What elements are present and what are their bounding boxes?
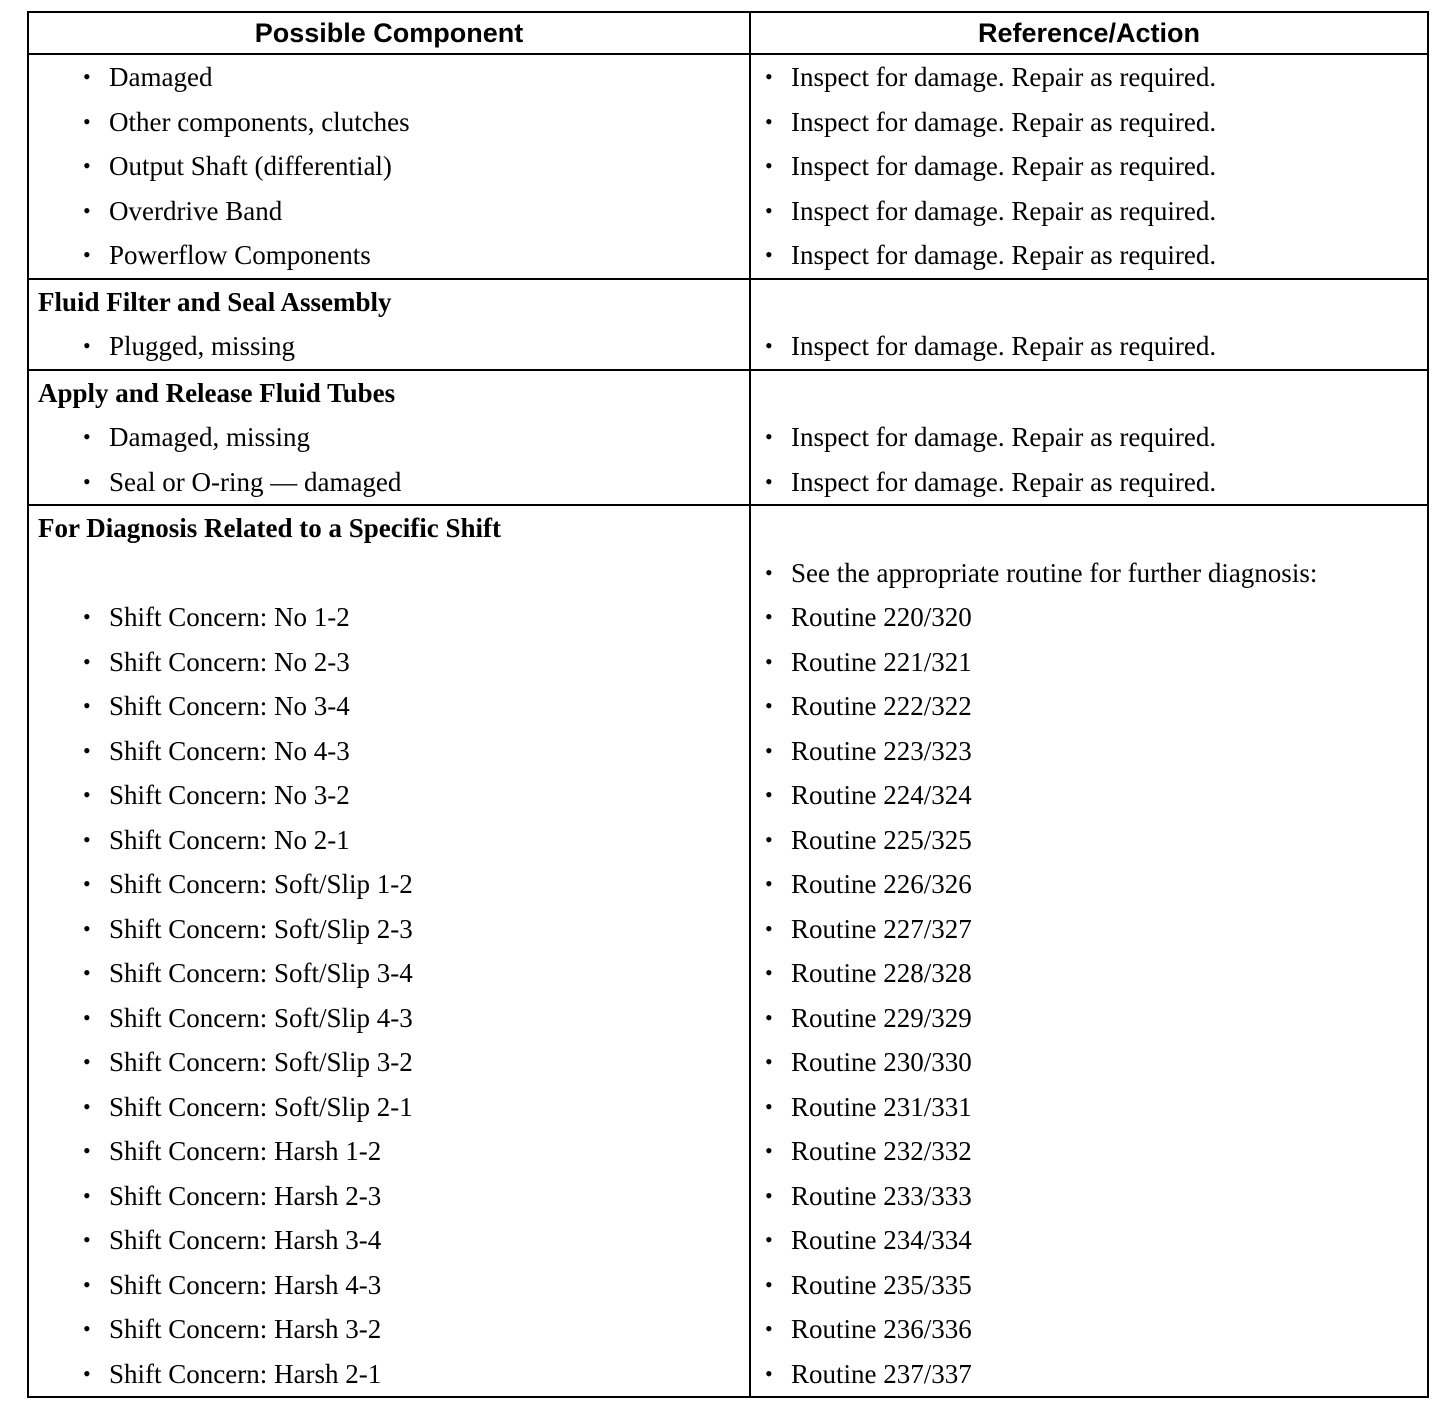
possible-component-cell [28, 729, 750, 774]
bullet-icon: • [765, 1138, 773, 1163]
action-item [751, 729, 1427, 774]
component-text: Shift Concern: No 1-2 [109, 602, 350, 632]
action-text: Routine 227/327 [791, 913, 972, 944]
action-text: Routine 229/329 [791, 1002, 972, 1033]
component-item [29, 1263, 749, 1308]
component-text: Shift Concern: Harsh 2-1 [109, 1358, 382, 1389]
possible-component-cell [28, 370, 750, 416]
bullet-icon: • [83, 1138, 91, 1163]
bullet-icon: • [83, 1093, 91, 1119]
action-text: Inspect for damage. Repair as required. [791, 151, 1217, 181]
table-row [28, 729, 1428, 774]
component-item [29, 1352, 749, 1397]
bullet-icon: • [83, 1271, 91, 1297]
section-heading: Fluid Filter and Seal Assembly [38, 286, 392, 317]
component-text: Shift Concern: Soft/Slip 3-2 [109, 1047, 413, 1077]
action-text: Routine 222/322 [791, 691, 972, 721]
action-text: Routine 225/325 [791, 824, 972, 855]
action-item [751, 100, 1427, 145]
table-row [28, 1352, 1428, 1398]
action-item [751, 773, 1427, 818]
action-text: Routine 224/324 [791, 780, 972, 810]
bullet-icon: • [765, 1316, 773, 1341]
action-item [751, 460, 1427, 505]
action-item [751, 415, 1427, 460]
component-text: Shift Concern: Harsh 2-3 [109, 1180, 382, 1211]
component-text: Shift Concern: Harsh 4-3 [109, 1269, 382, 1300]
table-row [28, 595, 1428, 640]
possible-component-cell [28, 773, 750, 818]
reference-action-cell [750, 189, 1428, 234]
possible-component-cell [28, 144, 750, 189]
reference-action-cell [750, 551, 1428, 596]
component-item [29, 144, 749, 189]
action-text: Routine 232/332 [791, 1136, 972, 1166]
reference-action-cell [750, 1307, 1428, 1352]
component-text: Powerflow Components [109, 240, 371, 270]
component-text: Shift Concern: No 2-1 [109, 824, 350, 855]
component-text: Shift Concern: No 2-3 [109, 646, 350, 677]
table-row [28, 996, 1428, 1041]
table-row [28, 1129, 1428, 1174]
bullet-icon: • [765, 424, 773, 449]
component-text: Damaged [109, 62, 213, 92]
reference-action-cell [750, 233, 1428, 279]
reference-action-cell [750, 996, 1428, 1041]
possible-component-cell [28, 951, 750, 996]
bullet-icon: • [83, 108, 91, 134]
header-possible-component: Possible Component [28, 12, 750, 54]
action-text: Inspect for damage. Repair as required. [791, 106, 1217, 137]
action-text: See the appropriate routine for further diagnosis: [791, 557, 1318, 588]
table-row [28, 818, 1428, 863]
component-item [29, 189, 749, 234]
table-row [28, 773, 1428, 818]
action-item [751, 1085, 1427, 1130]
action-item [751, 1040, 1427, 1085]
reference-action-cell [750, 773, 1428, 818]
bullet-icon: • [83, 782, 91, 807]
reference-action-cell [750, 1085, 1428, 1130]
possible-component-cell [28, 1352, 750, 1398]
possible-component-cell [28, 460, 750, 506]
table-row [28, 1263, 1428, 1308]
bullet-icon: • [83, 648, 91, 674]
component-item [29, 773, 749, 818]
component-text: Seal or O-ring — damaged [109, 466, 402, 497]
possible-component-cell [28, 415, 750, 460]
action-item [751, 189, 1427, 234]
bullet-icon: • [765, 468, 773, 494]
bullet-icon: • [83, 1182, 91, 1208]
possible-component-cell [28, 1040, 750, 1085]
possible-component-cell [28, 684, 750, 729]
possible-component-cell [28, 279, 750, 325]
reference-action-cell [750, 1174, 1428, 1219]
bullet-icon: • [83, 960, 91, 985]
bullet-icon: • [765, 960, 773, 985]
component-text: Other components, clutches [109, 106, 410, 137]
section-heading-row [28, 279, 1428, 325]
bullet-icon: • [765, 242, 773, 267]
component-item [29, 100, 749, 145]
reference-action-cell [750, 595, 1428, 640]
bullet-icon: • [765, 915, 773, 941]
bullet-icon: • [765, 1227, 773, 1252]
component-item [29, 862, 749, 907]
action-text: Routine 220/320 [791, 602, 972, 632]
bullet-icon: • [83, 1227, 91, 1252]
bullet-icon: • [765, 648, 773, 674]
action-text: Routine 230/330 [791, 1047, 972, 1077]
reference-action-cell [750, 370, 1428, 416]
action-text: Routine 228/328 [791, 958, 972, 988]
action-item [751, 1218, 1427, 1263]
reference-action-cell [750, 324, 1428, 370]
table-row [28, 907, 1428, 952]
action-item [751, 595, 1427, 640]
table-row [28, 551, 1428, 596]
component-item [29, 1174, 749, 1219]
table-row [28, 144, 1428, 189]
action-text: Inspect for damage. Repair as required. [791, 62, 1217, 92]
component-item [29, 415, 749, 460]
bullet-icon: • [765, 1360, 773, 1386]
action-item [751, 551, 1427, 596]
possible-component-cell [28, 189, 750, 234]
action-item [751, 1129, 1427, 1174]
action-item [751, 324, 1427, 369]
bullet-icon: • [83, 64, 91, 89]
possible-component-cell [28, 551, 750, 596]
bullet-icon: • [765, 333, 773, 358]
action-text: Routine 234/334 [791, 1225, 972, 1255]
component-item [29, 460, 749, 505]
possible-component-cell [28, 818, 750, 863]
reference-action-cell [750, 279, 1428, 325]
table-row [28, 1174, 1428, 1219]
component-item [29, 1218, 749, 1263]
component-item [29, 729, 749, 774]
bullet-icon: • [765, 64, 773, 89]
bullet-icon: • [83, 604, 91, 629]
section-heading-row [28, 370, 1428, 416]
action-item [751, 684, 1427, 729]
component-text: Shift Concern: Soft/Slip 3-4 [109, 958, 413, 988]
bullet-icon: • [83, 468, 91, 494]
bullet-icon: • [83, 153, 91, 178]
bullet-icon: • [765, 1093, 773, 1119]
component-text: Shift Concern: Soft/Slip 1-2 [109, 869, 413, 899]
component-item [29, 818, 749, 863]
component-text: Plugged, missing [109, 331, 296, 361]
reference-action-cell [750, 862, 1428, 907]
possible-component-cell [28, 907, 750, 952]
action-item [751, 818, 1427, 863]
component-item [29, 595, 749, 640]
possible-component-cell [28, 862, 750, 907]
table-row [28, 189, 1428, 234]
action-text: Inspect for damage. Repair as required. [791, 195, 1217, 226]
component-item [29, 684, 749, 729]
action-item [751, 1352, 1427, 1397]
bullet-icon: • [83, 1004, 91, 1030]
action-text: Routine 237/337 [791, 1358, 972, 1389]
reference-action-cell [750, 144, 1428, 189]
reference-action-cell [750, 640, 1428, 685]
reference-action-cell [750, 1129, 1428, 1174]
table-row [28, 951, 1428, 996]
bullet-icon: • [765, 737, 773, 763]
table-row [28, 460, 1428, 506]
bullet-icon: • [83, 826, 91, 852]
bullet-icon: • [765, 1271, 773, 1297]
bullet-icon: • [83, 693, 91, 718]
possible-component-cell [28, 1218, 750, 1263]
header-row [28, 12, 1428, 54]
component-item [29, 1040, 749, 1085]
table-row [28, 1307, 1428, 1352]
reference-action-cell [750, 1352, 1428, 1398]
possible-component-cell [28, 54, 750, 100]
component-text: Damaged, missing [109, 422, 310, 452]
possible-component-cell [28, 1174, 750, 1219]
bullet-icon: • [765, 1182, 773, 1208]
component-text: Shift Concern: No 3-2 [109, 780, 350, 810]
diagnosis-table [27, 11, 1429, 1398]
action-text: Inspect for damage. Repair as required. [791, 466, 1217, 497]
bullet-icon: • [83, 1316, 91, 1341]
table-row [28, 233, 1428, 279]
table-row [28, 324, 1428, 370]
action-text: Inspect for damage. Repair as required. [791, 422, 1217, 452]
action-text: Inspect for damage. Repair as required. [791, 240, 1217, 270]
action-text: Routine 235/335 [791, 1269, 972, 1300]
component-item [29, 1129, 749, 1174]
action-item [751, 862, 1427, 907]
reference-action-cell [750, 505, 1428, 551]
bullet-icon: • [765, 1004, 773, 1030]
reference-action-cell [750, 907, 1428, 952]
component-item [29, 996, 749, 1041]
table-body [28, 54, 1428, 1397]
reference-action-cell [750, 729, 1428, 774]
bullet-icon: • [765, 197, 773, 223]
section-heading: For Diagnosis Related to a Specific Shift [38, 513, 501, 543]
bullet-icon: • [765, 693, 773, 718]
action-item [751, 144, 1427, 189]
bullet-icon: • [83, 1049, 91, 1074]
action-text: Routine 221/321 [791, 646, 972, 677]
action-text: Routine 233/333 [791, 1180, 972, 1211]
action-text: Routine 223/323 [791, 735, 972, 766]
component-text: Shift Concern: Harsh 3-2 [109, 1314, 382, 1344]
reference-action-cell [750, 415, 1428, 460]
reference-action-cell [750, 100, 1428, 145]
component-text: Shift Concern: Soft/Slip 2-1 [109, 1091, 413, 1122]
action-item [751, 1263, 1427, 1308]
possible-component-cell [28, 1129, 750, 1174]
action-item [751, 233, 1427, 278]
table-row [28, 1218, 1428, 1263]
reference-action-cell [750, 1040, 1428, 1085]
bullet-icon: • [83, 1360, 91, 1386]
bullet-icon: • [83, 424, 91, 449]
bullet-icon: • [765, 108, 773, 134]
possible-component-cell [28, 505, 750, 551]
possible-component-cell [28, 595, 750, 640]
table-row [28, 100, 1428, 145]
possible-component-cell [28, 640, 750, 685]
table-row [28, 640, 1428, 685]
component-text: Shift Concern: Harsh 1-2 [109, 1136, 382, 1166]
bullet-icon: • [765, 604, 773, 629]
bullet-icon: • [765, 559, 773, 585]
component-text: Shift Concern: Soft/Slip 2-3 [109, 913, 413, 944]
reference-action-cell [750, 1218, 1428, 1263]
possible-component-cell [28, 100, 750, 145]
action-item [751, 640, 1427, 685]
component-text: Output Shaft (differential) [109, 151, 392, 181]
reference-action-cell [750, 54, 1428, 100]
component-item [29, 233, 749, 278]
component-item [29, 1307, 749, 1352]
section-heading: Apply and Release Fluid Tubes [38, 377, 396, 408]
bullet-icon: • [765, 153, 773, 178]
possible-component-cell [28, 324, 750, 370]
bullet-icon: • [765, 871, 773, 896]
component-text: Shift Concern: Harsh 3-4 [109, 1225, 382, 1255]
header-reference-action: Reference/Action [750, 12, 1428, 54]
component-text: Shift Concern: No 4-3 [109, 735, 350, 766]
action-text: Routine 231/331 [791, 1091, 972, 1122]
bullet-icon: • [765, 826, 773, 852]
bullet-icon: • [83, 333, 91, 358]
action-text: Routine 226/326 [791, 869, 972, 899]
bullet-icon: • [765, 782, 773, 807]
bullet-icon: • [83, 242, 91, 267]
component-item [29, 907, 749, 952]
possible-component-cell [28, 233, 750, 279]
component-text: Shift Concern: Soft/Slip 4-3 [109, 1002, 413, 1033]
possible-component-cell [28, 1307, 750, 1352]
reference-action-cell [750, 1263, 1428, 1308]
bullet-icon: • [765, 1049, 773, 1074]
component-item [29, 324, 749, 369]
bullet-icon: • [83, 197, 91, 223]
action-item [751, 1174, 1427, 1219]
action-item [751, 1307, 1427, 1352]
reference-action-cell [750, 818, 1428, 863]
table-row [28, 54, 1428, 100]
component-text: Overdrive Band [109, 195, 283, 226]
action-item [751, 55, 1427, 100]
possible-component-cell [28, 1085, 750, 1130]
table-row [28, 1085, 1428, 1130]
action-text: Inspect for damage. Repair as required. [791, 331, 1217, 361]
reference-action-cell [750, 951, 1428, 996]
component-item [29, 951, 749, 996]
action-item [751, 907, 1427, 952]
component-item [29, 640, 749, 685]
action-text: Routine 236/336 [791, 1314, 972, 1344]
possible-component-cell [28, 996, 750, 1041]
table-row [28, 1040, 1428, 1085]
action-item [751, 951, 1427, 996]
table-row [28, 862, 1428, 907]
bullet-icon: • [83, 915, 91, 941]
table-row [28, 415, 1428, 460]
bullet-icon: • [83, 871, 91, 896]
section-heading-row [28, 505, 1428, 551]
reference-action-cell [750, 460, 1428, 506]
component-item [29, 1085, 749, 1130]
table-row [28, 684, 1428, 729]
component-item [29, 55, 749, 100]
reference-action-cell [750, 684, 1428, 729]
bullet-icon: • [83, 737, 91, 763]
action-item [751, 996, 1427, 1041]
component-text: Shift Concern: No 3-4 [109, 691, 350, 721]
possible-component-cell [28, 1263, 750, 1308]
